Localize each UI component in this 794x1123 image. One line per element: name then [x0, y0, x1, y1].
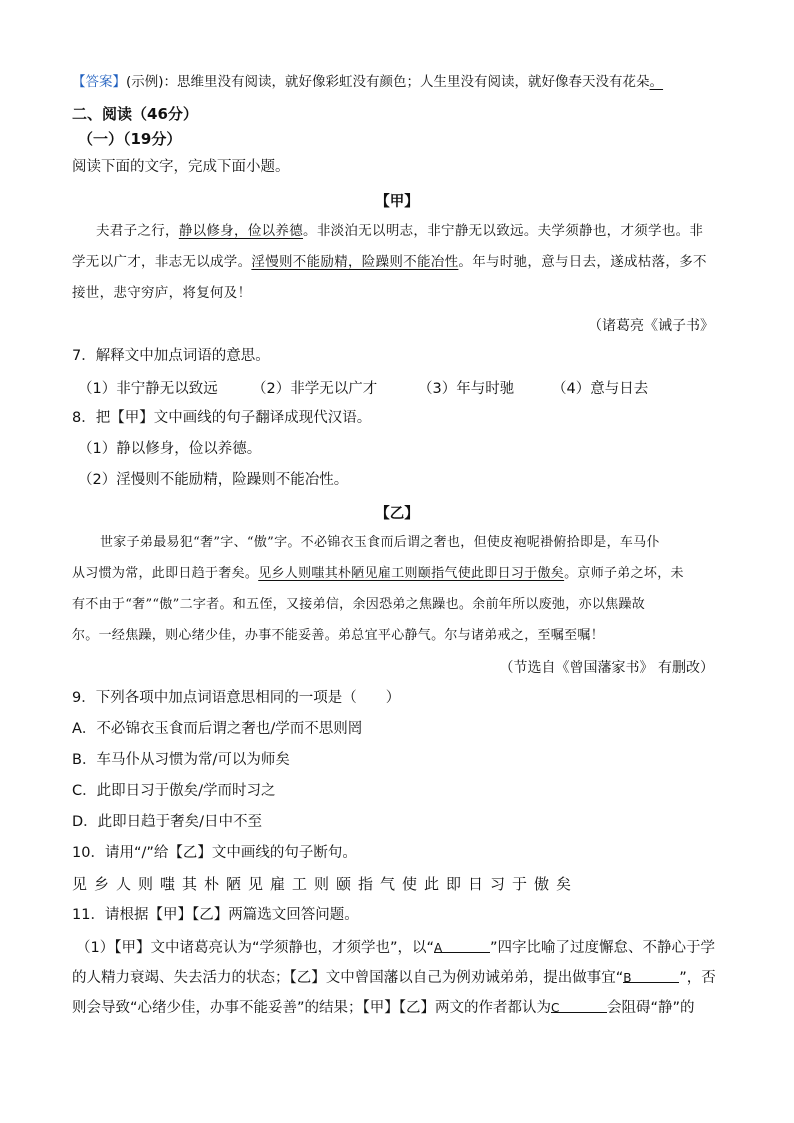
q11-text: 则会导致“心绪少佳，办事不能妥善”的结果；【甲】【乙】两文的作者都认为: [72, 1000, 552, 1016]
blank-c-label: C: [551, 1001, 560, 1015]
q9-option-a: A．不必锦衣玉食而后谓之奢也/学而不思则罔: [72, 721, 363, 737]
instruction: 阅读下面的文字，完成下面小题。: [72, 159, 290, 175]
yi-line-1: 世家子弟最易犯“奢”字、“傲”字。不必锦衣玉食而后谓之奢也，但使皮袍呢褂俯拾即是，车马仆: [100, 535, 660, 550]
jia-text: 。非淡泊无以明志，非宁静无以致远。夫学须静也，才须学也。非: [303, 223, 704, 239]
jia-line-1: [96, 221, 703, 241]
jia-line-3: 接世，悲守穷庐，将复何及！: [72, 285, 252, 301]
q11-line-2: [72, 968, 716, 988]
jia-line-2: [72, 252, 707, 272]
answer-example: (示例)：: [126, 74, 178, 90]
yi-text: 。京师子弟之坏，未: [564, 566, 684, 581]
q7-option-2: （2）非学无以广才: [252, 381, 378, 397]
jia-text: 。年与时驰，意与日去，遂成枯落，多不: [458, 254, 707, 270]
blank-a[interactable]: [434, 938, 490, 953]
q10-stem: 10．请用“/”给【乙】文中画线的句子断句。: [72, 845, 357, 861]
answer-end: 。: [649, 74, 664, 90]
blank-b-label: B: [623, 971, 632, 985]
q8-item-1: （1）静以修身，俭以养德。: [78, 441, 262, 457]
q11-text: 会阻碍“静”的: [607, 1000, 695, 1016]
q11-line-1: [76, 938, 715, 958]
q11-text: （1）【甲】文中诸葛亮认为“学须静也，才须学也”，以“: [76, 940, 435, 956]
q11-text: 的人精力衰竭、失去活力的状态；【乙】文中曾国藩以自己为例劝诫弟弟，提出做事宜“: [72, 970, 624, 986]
yi-line-4: 尔。一经焦躁，则心绪少佳，办事不能妥善。弟总宜平心静气。尔与诸弟戒之，至嘱至嘱！: [72, 628, 605, 643]
jia-underlined-2: 淫慢则不能励精，险躁则不能冶性: [251, 254, 459, 270]
q9-stem: 9．下列各项中加点词语意思相同的一项是（ ）: [72, 690, 401, 706]
answer-line: [72, 72, 663, 92]
q9-option-c: C．此即日习于傲矣/学而时习之: [72, 783, 276, 799]
blank-c[interactable]: [551, 998, 607, 1013]
section-subtitle: （一）（19分）: [78, 130, 182, 148]
jia-heading: 【甲】: [375, 194, 419, 210]
yi-heading: 【乙】: [375, 506, 419, 522]
blank-b[interactable]: [623, 968, 679, 983]
q7-option-3: （3）年与时驰: [418, 381, 515, 397]
q11-line-3: [72, 998, 695, 1018]
q8-stem: 8．把【甲】文中画线的句子翻译成现代汉语。: [72, 410, 372, 426]
yi-underlined: 见乡人则嗤其朴陋见雇工则颐指气使此即日习于傲矣: [258, 566, 565, 581]
q7-option-4: （4）意与日去: [552, 381, 649, 397]
q11-text: ”，否: [679, 970, 716, 986]
q11-stem: 11．请根据【甲】【乙】两篇选文回答问题。: [72, 907, 359, 923]
q7-option-1: （1）非宁静无以致远: [78, 381, 218, 397]
section-title: 二、阅读（46分）: [72, 105, 198, 123]
yi-text: 从习惯为常，此即日趋于奢矣。: [72, 566, 259, 581]
yi-source: （节选自《曾国藩家书》 有删改）: [499, 660, 714, 676]
q10-sentence: 见乡人则嗤其朴陋见雇工则颐指气使此即日习于傲矣: [72, 875, 579, 893]
q11-text: ”四字比喻了过度懈怠、不静心于学: [490, 940, 716, 956]
jia-underlined-1: 静以修身，俭以养德: [178, 223, 304, 239]
answer-tag: 【答案】: [72, 74, 126, 90]
jia-text: 学无以广才，非志无以成学。: [72, 254, 252, 270]
q9-option-b: B．车马仆从习惯为常/可以为师矣: [72, 752, 290, 768]
jia-text: 夫君子之行，: [96, 223, 179, 239]
jia-source: （诸葛亮《诫子书》: [588, 318, 714, 334]
q8-item-2: （2）淫慢则不能励精，险躁则不能冶性。: [78, 472, 349, 488]
q7-stem: 7．解释文中加点词语的意思。: [72, 348, 270, 364]
blank-a-label: A: [434, 941, 443, 955]
yi-line-2: [72, 564, 684, 584]
q9-option-d: D．此即日趋于奢矣/日中不至: [72, 814, 263, 830]
answer-text: 思维里没有阅读，就好像彩虹没有颜色；人生里没有阅读，就好像春天没有花朵: [177, 74, 650, 90]
yi-line-3: 有不由于“奢”“傲”二字者。和五侄，又接弟信，余因恐弟之焦躁也。余前年所以废弛，亦以焦躁故: [72, 597, 646, 612]
